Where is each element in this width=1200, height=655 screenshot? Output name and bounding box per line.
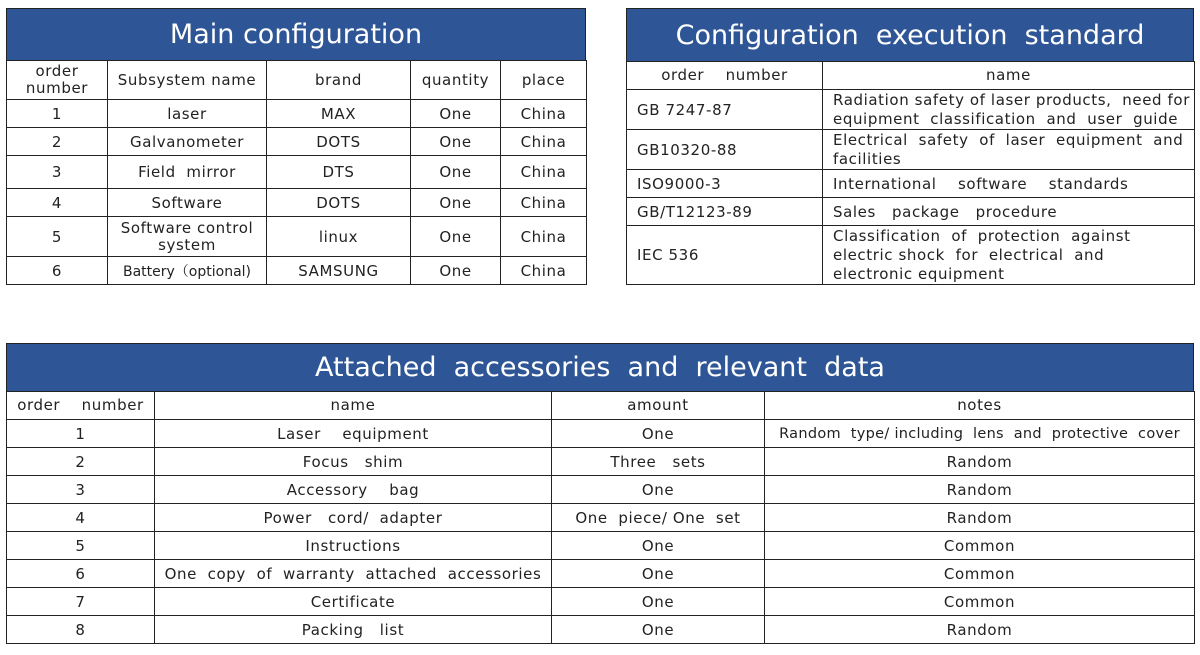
- cell-standard-code: GB/T12123-89: [627, 198, 823, 226]
- cell-amount: One: [552, 616, 765, 644]
- cell-notes: Random type/ including lens and protective cover: [765, 420, 1195, 448]
- cell-notes: Random: [765, 448, 1195, 476]
- cell-quantity: One: [411, 217, 501, 257]
- table-row: [7, 588, 1195, 616]
- cell-order: 5: [7, 532, 155, 560]
- cell-order: 3: [7, 156, 108, 189]
- table-row: [7, 128, 587, 156]
- cell-standard-name: Sales package procedure: [823, 198, 1195, 226]
- cell-standard-code: IEC 536: [627, 226, 823, 285]
- cell-order: 2: [7, 448, 155, 476]
- cell-brand: DTS: [267, 156, 411, 189]
- table-row: [7, 448, 1195, 476]
- cell-brand: DOTS: [267, 189, 411, 217]
- table-row: [627, 226, 1195, 285]
- cell-subsystem: Software: [108, 189, 267, 217]
- table-row: [627, 130, 1195, 170]
- table-row: [7, 476, 1195, 504]
- table-header-row: [7, 61, 587, 100]
- cell-standard-name: International software standards: [823, 170, 1195, 198]
- cell-amount: Three sets: [552, 448, 765, 476]
- table-row: [7, 217, 587, 257]
- cell-name: Certificate: [155, 588, 552, 616]
- cell-notes: Common: [765, 560, 1195, 588]
- table-row: [627, 198, 1195, 226]
- cell-notes: Random: [765, 616, 1195, 644]
- cell-order: 2: [7, 128, 108, 156]
- cell-quantity: One: [411, 128, 501, 156]
- table-row: [7, 560, 1195, 588]
- header-subsystem-name: Subsystem name: [108, 61, 267, 100]
- cell-standard-code: GB 7247-87: [627, 90, 823, 130]
- cell-quantity: One: [411, 257, 501, 285]
- header-brand: brand: [267, 61, 411, 100]
- cell-subsystem: Galvanometer: [108, 128, 267, 156]
- cell-amount: One: [552, 420, 765, 448]
- cell-name: Power cord/ adapter: [155, 504, 552, 532]
- cell-brand: MAX: [267, 100, 411, 128]
- cell-order: 3: [7, 476, 155, 504]
- accessories-table: [6, 391, 1195, 644]
- cell-quantity: One: [411, 100, 501, 128]
- table-row: [7, 504, 1195, 532]
- cell-subsystem: Battery（optional): [108, 257, 267, 285]
- cell-place: China: [501, 128, 587, 156]
- main-configuration-panel: [6, 8, 586, 285]
- cell-name: One copy of warranty attached accessories: [155, 560, 552, 588]
- cell-place: China: [501, 156, 587, 189]
- execution-standard-title: Configuration execution standard: [626, 8, 1194, 61]
- table-header-row: [7, 392, 1195, 420]
- cell-brand: SAMSUNG: [267, 257, 411, 285]
- header-place: place: [501, 61, 587, 100]
- cell-quantity: One: [411, 189, 501, 217]
- table-row: [7, 532, 1195, 560]
- cell-amount: One: [552, 560, 765, 588]
- header-quantity: quantity: [411, 61, 501, 100]
- cell-subsystem: Software control system: [108, 217, 267, 257]
- header-order-number: order number: [7, 61, 108, 100]
- accessories-panel: [6, 343, 1194, 644]
- cell-name: Accessory bag: [155, 476, 552, 504]
- cell-name: Packing list: [155, 616, 552, 644]
- table-row: [7, 100, 587, 128]
- cell-order: 4: [7, 189, 108, 217]
- cell-place: China: [501, 257, 587, 285]
- header-amount: amount: [552, 392, 765, 420]
- cell-notes: Random: [765, 504, 1195, 532]
- cell-subsystem: Field mirror: [108, 156, 267, 189]
- cell-subsystem: laser: [108, 100, 267, 128]
- header-name: name: [823, 62, 1195, 90]
- main-configuration-table: [6, 60, 587, 285]
- table-header-row: [627, 62, 1195, 90]
- table-row: [7, 616, 1195, 644]
- header-name: name: [155, 392, 552, 420]
- cell-order: 6: [7, 257, 108, 285]
- table-row: [627, 170, 1195, 198]
- cell-order: 4: [7, 504, 155, 532]
- header-order-number: order number: [627, 62, 823, 90]
- cell-standard-name: Electrical safety of laser equipment and facilities: [823, 130, 1195, 170]
- cell-standard-code: GB10320-88: [627, 130, 823, 170]
- cell-name: Focus shim: [155, 448, 552, 476]
- cell-order: 6: [7, 560, 155, 588]
- cell-quantity: One: [411, 156, 501, 189]
- header-order-number: order number: [7, 392, 155, 420]
- cell-amount: One piece/ One set: [552, 504, 765, 532]
- table-row: [7, 189, 587, 217]
- cell-name: Instructions: [155, 532, 552, 560]
- cell-notes: Common: [765, 588, 1195, 616]
- cell-amount: One: [552, 476, 765, 504]
- cell-order: 8: [7, 616, 155, 644]
- main-configuration-title: Main configuration: [6, 8, 586, 60]
- table-row: [627, 90, 1195, 130]
- table-row: [7, 420, 1195, 448]
- cell-name: Laser equipment: [155, 420, 552, 448]
- cell-amount: One: [552, 588, 765, 616]
- execution-standard-panel: [626, 8, 1194, 285]
- cell-order: 5: [7, 217, 108, 257]
- cell-place: China: [501, 100, 587, 128]
- cell-standard-name: Radiation safety of laser products, need for equipment classification and user guide: [823, 90, 1195, 130]
- accessories-title: Attached accessories and relevant data: [6, 343, 1194, 391]
- table-row: [7, 257, 587, 285]
- cell-amount: One: [552, 532, 765, 560]
- table-row: [7, 156, 587, 189]
- cell-brand: linux: [267, 217, 411, 257]
- execution-standard-table: [626, 61, 1195, 285]
- cell-notes: Random: [765, 476, 1195, 504]
- header-notes: notes: [765, 392, 1195, 420]
- cell-standard-code: ISO9000-3: [627, 170, 823, 198]
- cell-place: China: [501, 189, 587, 217]
- cell-standard-name: Classification of protection against electric shock for electrical and electronic equipment: [823, 226, 1195, 285]
- cell-brand: DOTS: [267, 128, 411, 156]
- cell-order: 1: [7, 420, 155, 448]
- cell-notes: Common: [765, 532, 1195, 560]
- cell-place: China: [501, 217, 587, 257]
- cell-order: 1: [7, 100, 108, 128]
- cell-order: 7: [7, 588, 155, 616]
